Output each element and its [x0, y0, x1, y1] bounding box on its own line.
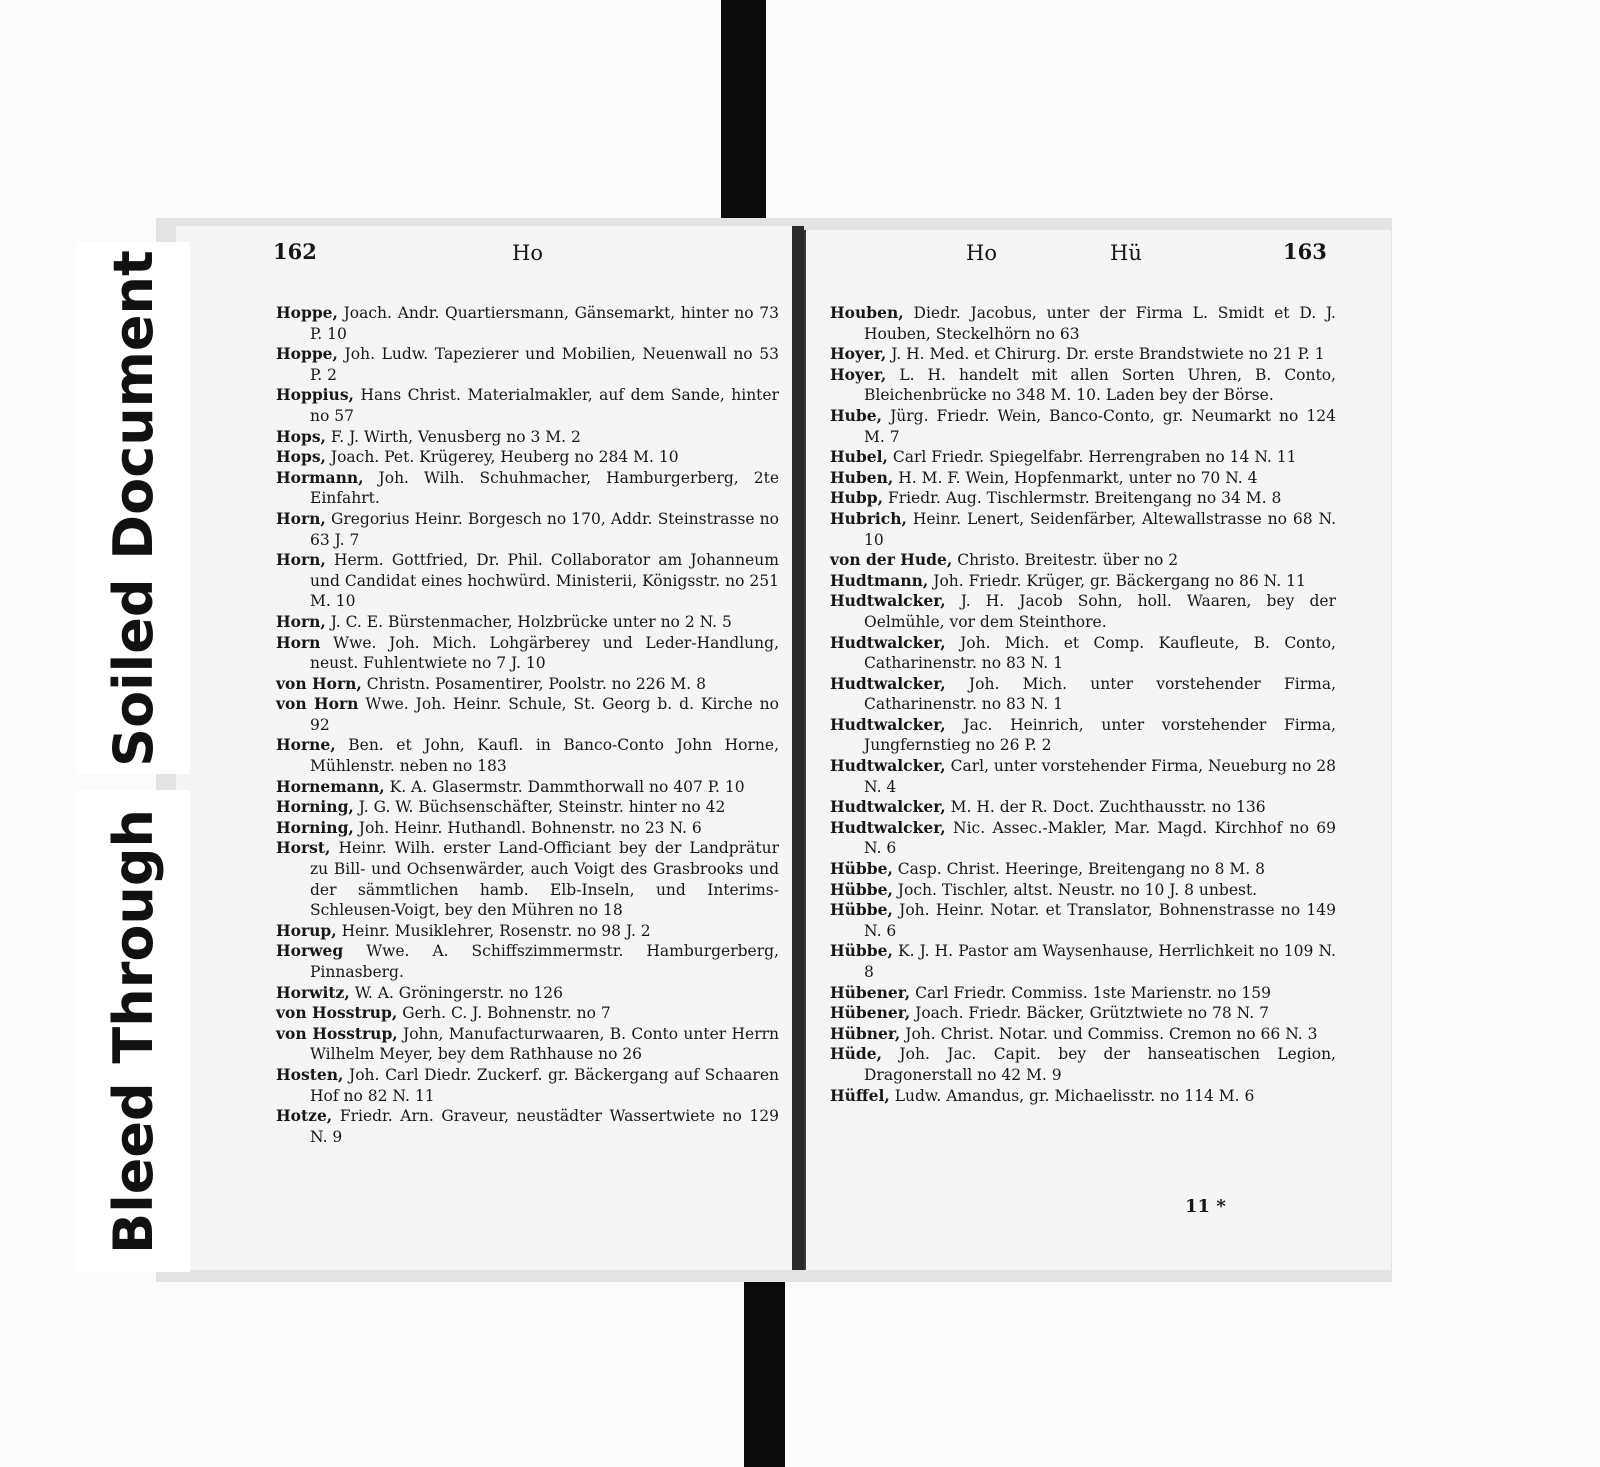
entry-name: Hübener, — [830, 982, 911, 1002]
directory-entry — [276, 1106, 779, 1147]
entry-name: Horup, — [276, 920, 337, 940]
bleed-through-label — [76, 790, 190, 1272]
entry-details: John, Manufacturwaaren, B. Conto unter Herrn Wilhelm Meyer, bey dem Rathhause no 26 — [310, 1024, 779, 1064]
directory-entry — [276, 797, 779, 818]
directory-entry — [830, 715, 1336, 756]
entry-details: Joh. Heinr. Huthandl. Bohnenstr. no 23 N. 6 — [358, 818, 702, 837]
directory-entry — [830, 344, 1336, 365]
entry-name: von Hosstrup, — [276, 1003, 398, 1023]
entry-details: Christo. Breitestr. über no 2 — [957, 551, 1179, 570]
entry-details: Nic. Assec.-Makler, Mar. Magd. Kirchhof no 69 N. 6 — [864, 818, 1336, 858]
directory-entry — [830, 365, 1336, 406]
book-gutter — [792, 226, 804, 1270]
entry-details: W. A. Gröningerstr. no 126 — [354, 983, 563, 1002]
directory-entry — [830, 756, 1336, 797]
directory-entry — [830, 983, 1336, 1004]
directory-entry — [276, 941, 779, 982]
entry-details: Wwe. A. Schiffszimmermstr. Hamburgerberg, Pinnasberg. — [310, 942, 779, 981]
entry-details: J. C. E. Bürstenmacher, Holzbrücke unter no 2 N. 5 — [330, 612, 732, 631]
entry-name: Horn — [276, 632, 321, 652]
entry-details: Joh. Mich. et Comp. Kaufleute, B. Conto, Catharinenstr. no 83 N. 1 — [864, 633, 1336, 673]
entry-details: Joh. Ludw. Tapezierer und Mobilien, Neuenwall no 53 P. 2 — [310, 345, 779, 384]
entry-details: K. J. H. Pastor am Waysenhause, Herrlichkeit no 109 N. 8 — [864, 942, 1336, 981]
entry-name: Hubel, — [830, 447, 888, 467]
entry-name: von Horn, — [276, 673, 362, 693]
entry-details: K. A. Glasermstr. Dammthorwall no 407 P. 10 — [389, 777, 745, 796]
directory-entry — [830, 406, 1336, 447]
entry-name: Hops, — [276, 426, 326, 446]
entry-name: Huben, — [830, 467, 894, 487]
entry-name: Hüde, — [830, 1044, 883, 1064]
directory-entry — [276, 509, 779, 550]
entry-details: Heinr. Lenert, Seidenfärber, Altewallstrasse no 68 N. 10 — [864, 509, 1336, 549]
entry-name: Hudtwalcker, — [830, 797, 946, 817]
entry-name: Hübbe, — [830, 941, 893, 961]
entry-name: Hübener, — [830, 1003, 911, 1023]
directory-entry — [830, 509, 1336, 550]
entry-details: Joh. Carl Diedr. Zuckerf. gr. Bäckergang auf Schaaren Hof no 82 N. 11 — [310, 1065, 779, 1105]
left-directory-column — [276, 303, 779, 1147]
entry-name: Hosten, — [276, 1064, 344, 1084]
directory-entry — [830, 303, 1336, 344]
entry-name: Hudtwalcker, — [830, 756, 946, 776]
directory-entry — [276, 777, 779, 798]
entry-details: L. H. handelt mit allen Sorten Uhren, B. Conto, Bleichenbrücke no 348 M. 10. Laden bey der Börse. — [864, 365, 1336, 405]
entry-name: Hoppius, — [276, 385, 354, 405]
entry-name: Horn, — [276, 508, 326, 528]
entry-details: M. H. der R. Doct. Zuchthausstr. no 136 — [950, 798, 1266, 817]
directory-entry — [830, 941, 1336, 982]
directory-entry — [830, 1003, 1336, 1024]
entry-name: Hüffel, — [830, 1085, 890, 1105]
directory-entry — [276, 921, 779, 942]
directory-entry — [276, 1065, 779, 1106]
directory-entry — [830, 488, 1336, 509]
entry-name: Hornemann, — [276, 776, 385, 796]
entry-name: Hübner, — [830, 1023, 901, 1043]
directory-entry — [830, 674, 1336, 715]
entry-details: Jürg. Friedr. Wein, Banco-Conto, gr. Neumarkt no 124 M. 7 — [864, 406, 1336, 446]
entry-details: Joach. Pet. Krügerey, Heuberg no 284 M. 10 — [330, 448, 679, 467]
directory-entry — [276, 838, 779, 920]
entry-name: Hübbe, — [830, 900, 893, 920]
entry-details: F. J. Wirth, Venusberg no 3 M. 2 — [330, 427, 581, 446]
entry-details: J. H. Med. et Chirurg. Dr. erste Brandstwiete no 21 P. 1 — [891, 345, 1325, 364]
entry-name: Hotze, — [276, 1106, 333, 1126]
entry-name: Hubp, — [830, 488, 883, 508]
directory-entry — [276, 735, 779, 776]
entry-name: Horning, — [276, 797, 354, 817]
left-page-number: 162 — [273, 239, 317, 264]
entry-details: Joh. Heinr. Notar. et Translator, Bohnenstrasse no 149 N. 6 — [864, 901, 1336, 940]
directory-entry — [830, 591, 1336, 632]
right-directory-column — [830, 303, 1336, 1106]
signature-mark: 11 * — [1185, 1196, 1226, 1217]
entry-details: Joh. Wilh. Schuhmacher, Hamburgerberg, 2te Einfahrt. — [310, 468, 779, 508]
entry-details: Gregorius Heinr. Borgesch no 170, Addr. Steinstrasse no 63 J. 7 — [310, 509, 779, 549]
directory-entry — [276, 1003, 779, 1024]
entry-name: von der Hude, — [830, 550, 953, 570]
entry-name: Hudtwalcker, — [830, 714, 946, 734]
binding-strip-top — [721, 0, 766, 232]
entry-name: Hudtmann, — [830, 570, 929, 590]
directory-entry — [830, 900, 1336, 941]
entry-name: Horweg — [276, 941, 344, 961]
entry-details: Heinr. Wilh. erster Land-Officiant bey der Landprätur zu Bill- und Ochsenwärder, auch Voigt des Grasbrooks und der sämmtlichen hamb. Elb-Inseln, und Interims-Schleusen-Voigt, bey den Mühren no 18 — [310, 839, 779, 920]
directory-entry — [276, 612, 779, 633]
entry-name: von Horn — [276, 694, 359, 714]
entry-details: Joh. Friedr. Krüger, gr. Bäckergang no 86 N. 11 — [933, 571, 1306, 590]
directory-entry — [276, 344, 779, 385]
directory-entry — [276, 447, 779, 468]
left-running-head: Ho — [512, 241, 543, 265]
directory-entry — [830, 818, 1336, 859]
entry-name: Hoyer, — [830, 344, 887, 364]
entry-name: Houben, — [830, 303, 904, 322]
entry-name: Hudtwalcker, — [830, 591, 946, 611]
entry-details: Herm. Gottfried, Dr. Phil. Collaborator am Johanneum und Candidat eines hochwürd. Ministerii, Königsstr. no 251 M. 10 — [310, 551, 779, 611]
entry-details: Joh. Mich. unter vorstehender Firma, Catharinenstr. no 83 N. 1 — [864, 674, 1337, 714]
entry-name: Hübbe, — [830, 859, 893, 879]
entry-name: von Hosstrup, — [276, 1023, 398, 1043]
entry-name: Horn, — [276, 611, 326, 631]
entry-name: Hoppe, — [276, 303, 338, 322]
entry-details: Friedr. Arn. Graveur, neustädter Wassertwiete no 129 N. 9 — [310, 1107, 779, 1146]
entry-name: Hops, — [276, 447, 326, 467]
entry-details: Hans Christ. Materialmakler, auf dem Sande, hinter no 57 — [310, 386, 779, 425]
directory-entry — [276, 633, 779, 674]
directory-entry — [830, 1024, 1336, 1045]
entry-details: Christn. Posamentirer, Poolstr. no 226 M. 8 — [366, 674, 707, 693]
bleed-through-label-text: Bleed Through — [101, 808, 165, 1254]
directory-entry — [830, 550, 1336, 571]
soiled-document-label — [76, 242, 190, 774]
directory-entry — [276, 385, 779, 426]
right-page-number: 163 — [1283, 239, 1327, 264]
directory-entry — [830, 859, 1336, 880]
directory-entry — [830, 1044, 1336, 1085]
directory-entry — [830, 797, 1336, 818]
directory-entry — [830, 447, 1336, 468]
entry-details: Carl Friedr. Spiegelfabr. Herrengraben no 14 N. 11 — [892, 448, 1297, 467]
entry-name: Horn, — [276, 550, 326, 570]
entry-details: H. M. F. Wein, Hopfenmarkt, unter no 70 N. 4 — [898, 468, 1258, 487]
directory-entry — [276, 674, 779, 695]
entry-name: Horne, — [276, 735, 336, 755]
entry-details: Jac. Heinrich, unter vorstehender Firma, Jungfernstieg no 26 P. 2 — [864, 715, 1336, 755]
entry-details: Ludw. Amandus, gr. Michaelisstr. no 114 M. 6 — [894, 1086, 1255, 1105]
entry-details: Wwe. Joh. Heinr. Schule, St. Georg b. d. Kirche no 92 — [310, 695, 779, 734]
directory-entry — [276, 550, 779, 612]
directory-entry — [276, 818, 779, 839]
entry-details: Joach. Andr. Quartiersmann, Gänsemarkt, hinter no 73 P. 10 — [310, 304, 779, 343]
directory-entry — [276, 427, 779, 448]
entry-details: Carl, unter vorstehender Firma, Neueburg no 28 N. 4 — [864, 757, 1336, 796]
entry-details: Joh. Christ. Notar. und Commiss. Cremon no 66 N. 3 — [905, 1024, 1318, 1043]
binding-strip-bottom — [744, 1250, 785, 1467]
entry-name: Hube, — [830, 405, 883, 425]
entry-details: Joh. Jac. Capit. bey der hanseatischen Legion, Dragonerstall no 42 M. 9 — [864, 1045, 1336, 1084]
directory-entry — [830, 571, 1336, 592]
entry-name: Hudtwalcker, — [830, 817, 946, 837]
entry-details: Joach. Friedr. Bäcker, Grütztwiete no 78 N. 7 — [915, 1004, 1269, 1023]
entry-name: Hubrich, — [830, 508, 907, 528]
directory-entry — [276, 694, 779, 735]
entry-name: Hudtwalcker, — [830, 632, 946, 652]
directory-entry — [830, 633, 1336, 674]
entry-name: Horst, — [276, 838, 331, 858]
entry-details: Heinr. Musiklehrer, Rosenstr. no 98 J. 2 — [341, 921, 651, 940]
soiled-document-label-text: Soiled Document — [101, 249, 165, 767]
entry-name: Hormann, — [276, 467, 364, 487]
entry-details: Diedr. Jacobus, unter der Firma L. Smidt et D. J. Houben, Steckelhörn no 63 — [864, 304, 1336, 343]
entry-details: Ben. et John, Kaufl. in Banco-Conto John Horne, Mühlenstr. neben no 183 — [310, 736, 779, 776]
directory-entry — [830, 1086, 1336, 1107]
entry-name: Hudtwalcker, — [830, 673, 946, 693]
entry-name: Hoyer, — [830, 364, 887, 384]
right-running-head-end: Hü — [1110, 241, 1142, 265]
directory-entry — [276, 1024, 779, 1065]
directory-entry — [830, 468, 1336, 489]
entry-name: Hübbe, — [830, 879, 893, 899]
entry-details: Carl Friedr. Commiss. 1ste Marienstr. no 159 — [915, 983, 1271, 1002]
directory-entry — [276, 303, 779, 344]
entry-name: Hoppe, — [276, 344, 338, 364]
entry-details: J. H. Jacob Sohn, holl. Waaren, bey der Oelmühle, vor dem Steinthore. — [864, 592, 1336, 631]
entry-details: Gerh. C. J. Bohnenstr. no 7 — [402, 1004, 611, 1023]
right-running-head-start: Ho — [966, 241, 997, 265]
directory-entry — [830, 880, 1336, 901]
entry-details: Joch. Tischler, altst. Neustr. no 10 J. 8 unbest. — [897, 880, 1258, 899]
entry-details: Friedr. Aug. Tischlermstr. Breitengang no 34 M. 8 — [887, 489, 1282, 508]
entry-name: Horning, — [276, 817, 354, 837]
directory-entry — [276, 983, 779, 1004]
directory-entry — [276, 468, 779, 509]
entry-details: Casp. Christ. Heeringe, Breitengang no 8 M. 8 — [897, 860, 1265, 879]
entry-name: Horwitz, — [276, 982, 350, 1002]
entry-details: J. G. W. Büchsenschäfter, Steinstr. hinter no 42 — [358, 798, 726, 817]
entry-details: Wwe. Joh. Mich. Lohgärberey und Leder-Handlung, neust. Fuhlentwiete no 7 J. 10 — [310, 633, 779, 673]
